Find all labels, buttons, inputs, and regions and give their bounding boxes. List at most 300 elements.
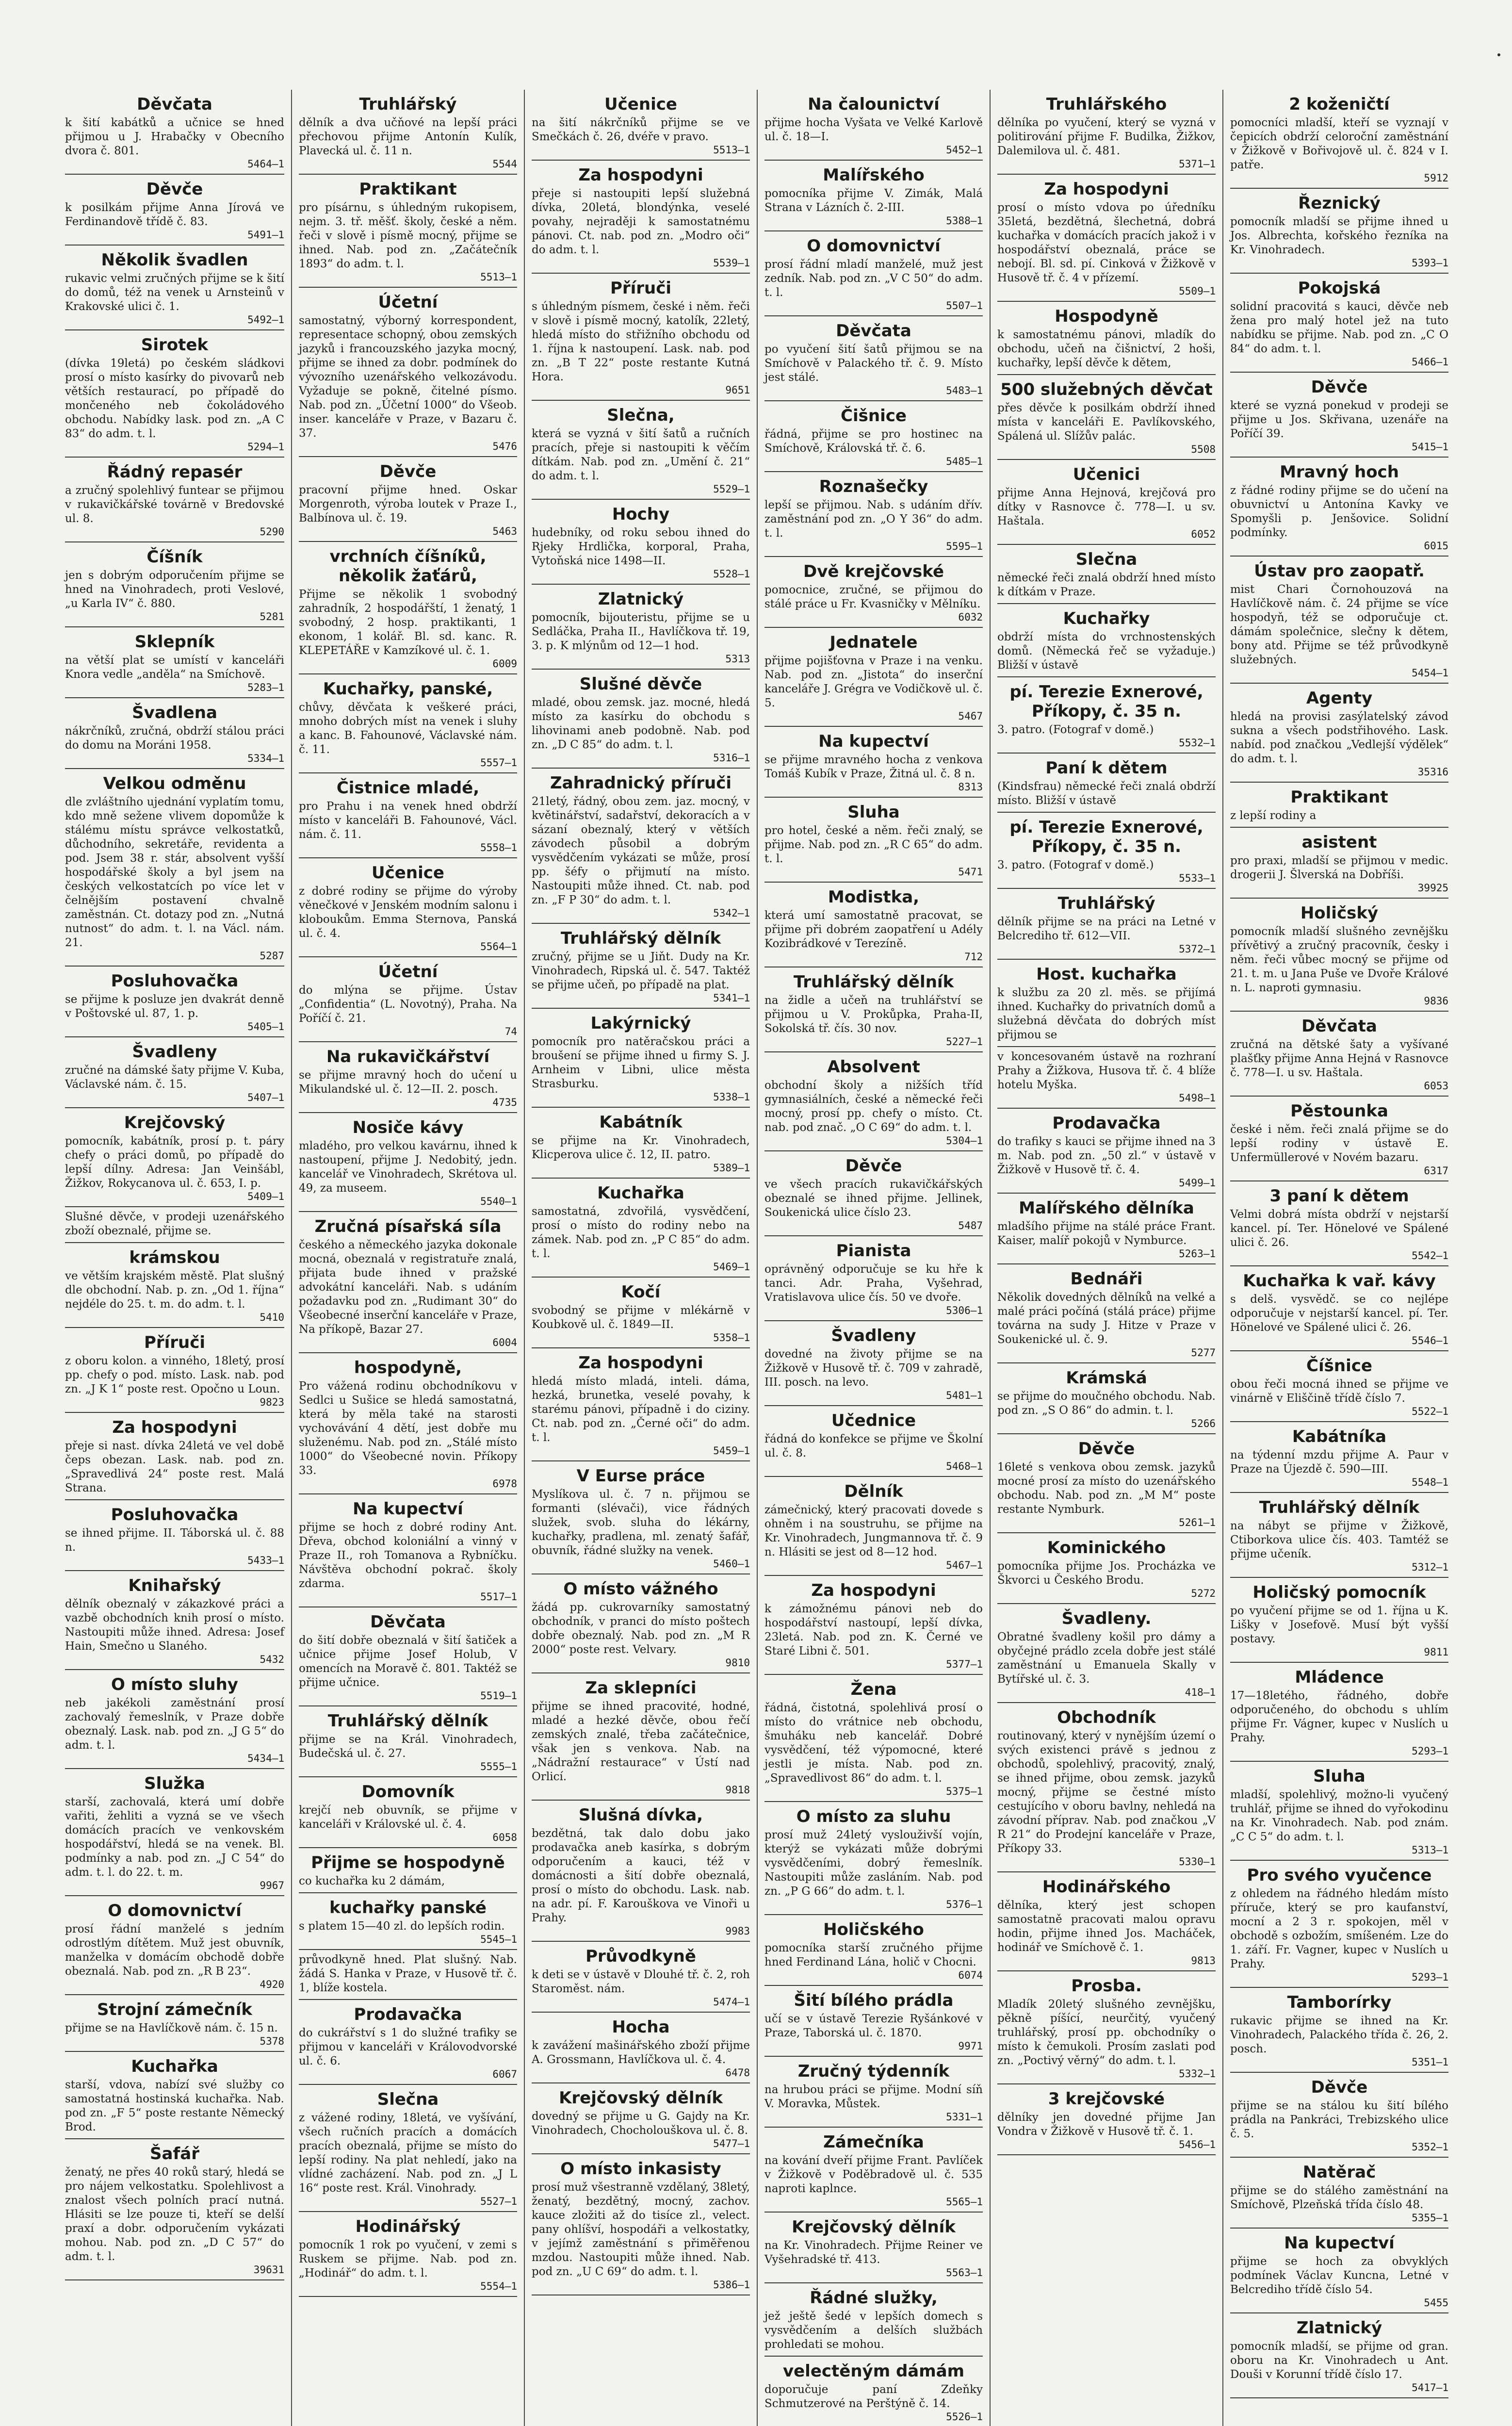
- classified-ad: [997, 1971, 1216, 2084]
- ad-code: 6317: [1424, 1165, 1448, 1177]
- ad-heading: Řádné služky,: [810, 2288, 938, 2308]
- ad-code: 5912: [1424, 172, 1448, 184]
- classified-ad: [532, 90, 750, 161]
- ad-code: 5293—1: [1412, 1745, 1448, 1757]
- classified-ad: [764, 2357, 983, 2426]
- ad-body: z lepší rodiny a: [1230, 809, 1317, 822]
- ad-column: [757, 90, 990, 2426]
- ad-code: 5476: [492, 441, 517, 452]
- ad-code: 35316: [1417, 766, 1448, 778]
- classified-ad: [764, 1236, 983, 1321]
- ad-heading: Obchodník: [1057, 1708, 1156, 1727]
- ad-heading: Dvě krejčovské: [803, 562, 944, 581]
- ad-heading: Za hospodyni: [811, 1581, 936, 1600]
- classified-ad: [764, 161, 983, 231]
- ad-code: 5294—1: [247, 441, 284, 453]
- ad-heading: Roznašečky: [819, 477, 928, 496]
- classified-ad: [299, 957, 517, 1042]
- ad-heading: Kuchařky, panské,: [323, 679, 493, 699]
- classified-ad: [65, 1413, 284, 1500]
- ad-column: [291, 90, 524, 2426]
- ad-code: 5481—1: [946, 1390, 983, 1401]
- ad-code: 5330—1: [1179, 1856, 1216, 1868]
- ad-heading: Učenice: [604, 95, 677, 114]
- ad-code: 5513—1: [480, 271, 517, 283]
- ad-body: starší, vdova, nabízí své služby co samostatná hostinská kuchařka. Nab. pod zn. „F 5“ poste restante Německý Brod.: [65, 2079, 284, 2133]
- ad-code: 5393—1: [1412, 257, 1448, 269]
- ad-code: 5341—1: [713, 992, 750, 1004]
- ad-heading: Kuchařka k vař. kávy: [1243, 1271, 1436, 1291]
- ad-code: 4920: [260, 1979, 284, 1990]
- ad-body: na týdenní mzdu přijme A. Paur v Praze na Újezdě č. 590—III.: [1230, 1449, 1448, 1475]
- ad-heading: O domovnictví: [807, 236, 941, 256]
- classified-ad: [1230, 373, 1448, 458]
- ad-body: Velmi dobrá místa obdrží v nejstarší kancel. pí. Ter. Hönelové ve Spálené ulici č. 26.: [1230, 1208, 1448, 1249]
- ad-body: k deti se v ústavě v Dlouhé tř. č. 2, roh Staroměst. nám.: [532, 1968, 750, 1995]
- ad-code: 5513—1: [713, 144, 750, 156]
- ad-code: 5377—1: [946, 1658, 983, 1670]
- ad-code: 9836: [1424, 995, 1448, 1007]
- ad-heading: Služka: [144, 1774, 205, 1793]
- classified-ad: [997, 1109, 1216, 1194]
- ad-code: 5508: [1191, 443, 1216, 455]
- ad-body: pomocník, bijouteristu, přijme se u Sedláčka, Praha II., Havlíčkova tř. 19, 3. p. K mlýnům od 12—1 hod.: [532, 611, 750, 652]
- ad-code: 5529—1: [713, 483, 750, 495]
- ad-body: do mlýna se přijme. Ústav „Confidentia“ (L. Novotný), Praha. Na Poříčí č. 21.: [299, 984, 517, 1025]
- classified-ad: [997, 1434, 1216, 1533]
- ad-heading: Děvče: [146, 180, 203, 199]
- ad-body: jež ještě šedé v lepších domech s vysvědčením a delších službách prohledati se mohou.: [764, 2310, 983, 2351]
- ad-code: 5227—1: [946, 1036, 983, 1048]
- classified-ad: [65, 967, 284, 1037]
- ad-body: s delš. vysvědč. se co nejlépe odporučuje v nejstarší kancel. pí. Ter. Hönelové ve Spálené ulici č. 26.: [1230, 1293, 1448, 1334]
- ad-code: 5405—1: [247, 1021, 284, 1033]
- ad-body: chůvy, děvčata k veškeré práci, mnoho dobrých míst na venek i sluhy a kanc. B. Fahounové, Václavské nám. č. 11.: [299, 701, 517, 756]
- ad-code: 5454—1: [1412, 667, 1448, 679]
- ad-code: 5477—1: [713, 2138, 750, 2149]
- ad-body: se přijme do moučného obchodu. Nab. pod zn. „S O 86“ do admin. t. l.: [997, 1390, 1216, 1417]
- ad-code: 9823: [260, 1396, 284, 1408]
- ad-code: 5389—1: [713, 1162, 750, 1174]
- classified-ad: [997, 545, 1216, 604]
- ad-heading: 3 paní k dětem: [1269, 1186, 1409, 1206]
- classified-ad: [997, 677, 1216, 754]
- ad-heading: Bednáři: [1070, 1269, 1143, 1289]
- ad-heading: Krejčovský dělník: [559, 2088, 723, 2108]
- ad-body: přijme se na stálou ku šití bílého prádla na Pankráci, Trebizského ulice č. 5.: [1230, 2099, 1448, 2140]
- ad-heading: Pokojská: [1298, 279, 1381, 298]
- ad-body: mist Chari Čornohouzová na Havlíčkově nám. č. 24 přijme se více hospodyň, též se odporučuje ct. dámám společnice, slečny k dětem, bony atd. Přijme se též průvodkyně služebných.: [1230, 583, 1448, 666]
- ad-body: prosí řádní mladí manželé, muž jest zedník. Nab. pod zn. „V C 50“ do adm. t. l.: [764, 258, 983, 299]
- classified-ad: [65, 1995, 284, 2052]
- ad-code: 5548—1: [1412, 1476, 1448, 1488]
- classified-ad: [532, 2083, 750, 2154]
- classified-ad: [532, 1108, 750, 1179]
- ad-body: zámečnický, který pracovati dovede s ohněm i na soustruhu, se přijme na Kr. Vinohradech, Jungmannova tř. č. 9 n. Hlásiti se jest od 8—12 hod.: [764, 1504, 983, 1558]
- ad-body: a zručný spolehlivý funtear se přijmou v rukavičkářské továrně v Bredovské ul. 8.: [65, 484, 284, 525]
- ad-body: pomocníka přijme Jos. Procházka ve Škvorci u Českého Brodu.: [997, 1560, 1216, 1587]
- classified-ad: [1230, 1762, 1448, 1861]
- ad-heading: Děvče: [1311, 377, 1368, 397]
- ad-heading: Hodinářského: [1042, 1877, 1171, 1897]
- classified-ad: [299, 1893, 517, 1950]
- ad-code: 5565—1: [946, 2196, 983, 2208]
- ad-heading: Host. kuchařka: [1036, 965, 1177, 984]
- ad-code: 6015: [1424, 540, 1448, 552]
- ad-heading: Jednatele: [829, 633, 918, 652]
- ad-heading: Zlatnický: [598, 590, 684, 609]
- ad-code: 5272: [1191, 1588, 1216, 1599]
- ad-heading: Malířského: [823, 165, 925, 185]
- ad-heading: Agenty: [1306, 688, 1373, 708]
- ad-body: přijme se hoch za obvyklých podmínek Václav Kuncna, Letné v Belcrediho třídě číslo 54.: [1230, 2255, 1448, 2296]
- ad-code: 6052: [1191, 528, 1216, 540]
- ad-heading: Učenici: [1073, 465, 1140, 484]
- ad-body: přeje si nast. dívka 24letá ve vel době čeps obezan. Lask. nab. pod zn. „Spravedlivá 24“ poste rest. Malá Strana.: [65, 1440, 284, 1494]
- ad-code: 5467: [958, 710, 983, 722]
- ad-body: do trafiky s kauci se přijme ihned na 3 m. Nab. pod zn. „50 zl.“ v ústavě v Žižkově v Husově tř. č. 4.: [997, 1135, 1216, 1176]
- classified-ad: [1230, 557, 1448, 684]
- ad-heading: Účetní: [378, 293, 438, 312]
- classified-ad: [532, 161, 750, 274]
- ad-code: 5526—1: [946, 2411, 983, 2423]
- classified-ad: [65, 90, 284, 175]
- classified-ad: [299, 2000, 517, 2085]
- ad-code: 5281: [260, 611, 284, 623]
- classified-ad: [764, 1675, 983, 1802]
- ad-body: rukavic přijme se ihned na Kr. Vinohradech, Palackého třída č. 26, 2. posch.: [1230, 2015, 1448, 2055]
- ad-column: [1222, 90, 1455, 2426]
- ad-heading: Slečna,: [607, 406, 675, 425]
- ad-heading: kuchařky panské: [329, 1898, 487, 1918]
- ad-code: 5312—1: [1412, 1561, 1448, 1573]
- ad-code: 5407—1: [247, 1092, 284, 1103]
- classified-ad: [997, 1872, 1216, 1971]
- classified-ad: [997, 460, 1216, 545]
- ad-heading: Zručná písařská síla: [314, 1217, 502, 1236]
- ad-heading: Za hospodyni: [578, 1353, 703, 1373]
- ad-heading: Na kupectví: [818, 732, 929, 751]
- ad-code: 5287: [260, 950, 284, 962]
- ad-heading: Prodavačka: [1052, 1114, 1161, 1133]
- classified-ad: [65, 1108, 284, 1207]
- ad-body: krejčí neb obuvník, se přijme v kanceláři v Královské ul. č. 4.: [299, 1804, 517, 1831]
- ad-code: 5491—1: [247, 229, 284, 241]
- ad-heading: Pianista: [836, 1241, 911, 1261]
- ad-body: průvodkyně hned. Plat slušný. Nab. žádá S. Hanka v Praze, v Husově tř. č. 1, blíže kostela.: [299, 1953, 517, 1994]
- classified-ad: [299, 773, 517, 858]
- ad-code: 5469—1: [713, 1261, 750, 1273]
- ad-heading: Krejčovský: [124, 1113, 226, 1132]
- classified-ad: [764, 1477, 983, 1576]
- ad-body: po vyučení přijme se od 1. října u K. Lišky v Josefově. Musí být vyšší postavy.: [1230, 1605, 1448, 1645]
- ad-code: 9810: [725, 1657, 750, 1669]
- ad-heading: Tamborírky: [1287, 1993, 1392, 2012]
- ad-heading: Zámečníka: [823, 2132, 924, 2152]
- ad-heading: krámskou: [129, 1248, 220, 1267]
- ad-heading: Posluhovačka: [111, 1505, 239, 1524]
- ad-code: 5498—1: [1179, 1092, 1216, 1104]
- ad-body: Několik dovedných dělníků na velké a malé práci počíná (stálá práce) přijme továrna na sudy J. Hitze v Praze v Soukenické ul. č. 9.: [997, 1291, 1216, 1346]
- classified-ad: [65, 1037, 284, 1108]
- ad-body: prosí muž 24letý vyslouživší vojín, kterýž se vykázati může dobrými vysvědčeními, dobrý řemeslník. Nastoupiti může zasláním. Nab. pod zn. „P G 66“ do adm. t. l.: [764, 1829, 983, 1898]
- ad-body: po vyučení šití šatů přijmou se na Smíchově v Palackého tř. č. 9. Místo jest stálé.: [764, 343, 983, 384]
- ad-body: z dobré rodiny se přijme do výroby věnečkové v Jenském modním salonu i kloboukům. Emma Sternova, Panská ul. č. 4.: [299, 885, 517, 940]
- ad-code: 6032: [958, 611, 983, 623]
- ad-heading: Přijme se hospodyně: [311, 1853, 505, 1872]
- classified-ad: [764, 2213, 983, 2283]
- ad-code: 5542—1: [1412, 1250, 1448, 1262]
- ad-body: bezdětná, tak dalo dobu jako prodavačka aneb kasírka, s dobrým odporučením a kauci, též v domácnosti a šití dobře obeznalá, prosí o místo do obchodu. Lask. nab. na adr. pí. F. Karouškova ve Vinoři u Prahy.: [532, 1827, 750, 1924]
- classified-ad: [299, 1113, 517, 1212]
- classified-ad: [997, 1264, 1216, 1363]
- ad-body: mladého, pro velkou kavárnu, ihned k nastoupení, přijme J. Nedobitý, jedn. kancelář ve Vinohradech, Skrétova ul. 49, za museem.: [299, 1140, 517, 1195]
- classified-ad: [764, 2128, 983, 2213]
- ad-heading: Velkou odměnu: [103, 774, 246, 793]
- ad-body: mladšího přijme na stálé práce Frant. Kaiser, malíř pokojů v Nymburce.: [997, 1220, 1216, 1247]
- ad-body: ženatý, ne přes 40 roků starý, hledá se pro nájem velkostatku. Spolehlivost a znalost všech polních prací nutná. Hlásiti se lze pouze ti, kteří se delší praxí a dobr. odporučením vykázati mohou. Nab. pod zn. „D C 57“ do adm. t. l.: [65, 2166, 284, 2263]
- ad-body: pomocník mladší se přijme ihned u Jos. Albrechta, kořského řezníka na Kr. Vinohradech.: [1230, 215, 1448, 256]
- ad-heading: V Eurse práce: [576, 1466, 705, 1486]
- ad-body: přeje si nastoupiti lepší služebná dívka, 20letá, blondýnka, veselé povahy, nejraději k samostatnému pánovi. Ct. nab. pod zn. „Modro oči“ do adm. t. l.: [532, 187, 750, 256]
- classified-ad: [532, 1574, 750, 1673]
- ad-code: 5546—1: [1412, 1335, 1448, 1346]
- ad-body: pomocník mladší slušného zevnějšku přívětivý a zručný pracovník, česky i něm. řeči vůbec mocný se přijme od 21. t. m. u Jana Puše ve Dvoře Králové n. L. naproti gymnasiu.: [1230, 925, 1448, 994]
- ad-code: 5432: [260, 1654, 284, 1665]
- ad-body: dělníka, který jest schopen samostatně pracovati malou opravu hodin, přijme ihned Jos. Macháček, hodinář ve Smíchově č. 1.: [997, 1899, 1216, 1954]
- classified-ad: [65, 2052, 284, 2139]
- classified-ad: [764, 727, 983, 798]
- classified-ad: [532, 1461, 750, 1574]
- ad-code: 39925: [1417, 882, 1448, 894]
- classified-ad: [299, 1042, 517, 1113]
- ad-code: 5293—1: [1412, 1971, 1448, 1983]
- ad-body: mladší, spolehlivý, možno-li vyučený truhlář, přijme se ihned do vyřokodinu na Kr. Vinohradech. Nab. pod znám. „C C 5“ do adm. t. l.: [1230, 1788, 1448, 1843]
- ad-code: 9811: [1424, 1646, 1448, 1658]
- classified-ad: [532, 769, 750, 924]
- classified-ad: [532, 670, 750, 769]
- ad-code: 712: [964, 951, 983, 963]
- ad-code: 4735: [492, 1097, 517, 1108]
- ad-body: německé řeči znalá obdrží hned místo k dítkám v Praze.: [997, 572, 1216, 598]
- ad-body: dělník a dva učňové na lepší práci přechovou přijme Antonín Kulík, Plavecká ul. č. 11 n.: [299, 116, 517, 157]
- ad-body: na větší plat se umístí v kanceláři Knora vedle „anděla“ na Smíchově.: [65, 654, 284, 681]
- ad-code: 5467—1: [946, 1559, 983, 1571]
- ad-body: hudebníky, od roku sebou ihned do Rjeky Hrdlička, korporal, Praha, Vytoňská nice 1498—II.: [532, 526, 750, 567]
- ad-body: k šití kabátků a učnice se hned přijmou u J. Hrabačky v Obecního dvora č. 801.: [65, 116, 284, 157]
- classified-ad: [1230, 90, 1448, 189]
- ad-body: přijme se ihned pracovité, hodné, mladé a hezké děvče, obou řečí zemských znalé, třeba začátečnice, však jen s venkova. Nab. na „Nádražní restaurace“ v Ústí nad Orlicí.: [532, 1700, 750, 1783]
- ad-heading: Modistka,: [828, 887, 920, 907]
- ad-heading: Čistnice mladé,: [336, 778, 480, 798]
- ad-body: přijme se do stálého zaměstnání na Smíchově, Plzeňská třída číslo 48.: [1230, 2184, 1448, 2211]
- ad-body: Přijme se několik 1 svobodný zahradník, 2 hospodářští, 1 ženatý, 1 svobodný, 2 hosp. praktikanti, 1 ekonom, 1 kolář. Bl. sd. kanc. R. KLEPETÁŘE v Kamzíkové ul. č. 1.: [299, 588, 517, 657]
- ad-body: dovedný se přijme u G. Gajdy na Kr. Vinohradech, Chocholouškova ul. č. 8.: [532, 2110, 750, 2137]
- ad-code: 5263—1: [1179, 1248, 1216, 1260]
- classified-ad: [65, 458, 284, 542]
- ad-heading: Na rukavičkářství: [326, 1047, 490, 1066]
- ad-heading: Děvčata: [137, 95, 212, 114]
- ad-code: 5483—1: [946, 385, 983, 396]
- classified-ad: [299, 1607, 517, 1706]
- ad-body: co kuchařka ku 2 dámám,: [299, 1875, 445, 1887]
- ad-code: 5433—1: [247, 1555, 284, 1566]
- classified-ad: [532, 1942, 750, 2013]
- ad-heading: Několik švadlen: [101, 250, 248, 270]
- classified-ad: [299, 175, 517, 288]
- ad-code: 5460—1: [713, 1558, 750, 1570]
- ad-code: 5528—1: [713, 568, 750, 580]
- classified-ad: [65, 627, 284, 698]
- classified-ad: [997, 604, 1216, 677]
- ad-heading: Pro svého vyučence: [1247, 1866, 1432, 1885]
- classified-ad: [65, 542, 284, 627]
- ad-code: 5334—1: [247, 753, 284, 764]
- ad-body: pro hotel, české a něm. řeči znalý, se přijme. Nab. pod zn. „R C 65“ do adm. t. l.: [764, 824, 983, 865]
- ad-code: 5331—1: [946, 2111, 983, 2123]
- ad-body: na nábyt se přijme v Žižkově, Ctiborkova ulice čís. 403. Tamtéž se přijme učeník.: [1230, 1520, 1448, 1560]
- ad-heading: Posluhovačka: [111, 971, 239, 991]
- ad-code: 5316—1: [713, 752, 750, 764]
- ad-code: 5352—1: [1412, 2141, 1448, 2153]
- ad-heading: Kuchařka: [131, 2057, 218, 2076]
- ad-heading: Sluha: [847, 803, 900, 822]
- ad-body: 21letý, řádný, obou zem. jaz. mocný, v květinářství, sadařství, dekoracích a v sázaní obeznalý, který v větších závodech působil a dobrým vysvědčením vykázati se může, prosí pp. šéfy o přijmutí na místo. Nastoupiti může ihned. Ct. nab. pod zn. „F P 30“ do adm. t. l.: [532, 795, 750, 906]
- ad-body: z ohledem na řádného hledám místo příruče, který se pro kaufanství, mocní a 2 3 r. spokojen, měl v obchodě s ozbožím, smíšeném. Lze do 1. září. Fr. Vagner, kupec v Nuslích u Prahy.: [1230, 1887, 1448, 1970]
- ad-heading: Truhlářský dělník: [327, 1711, 488, 1731]
- classified-ad: [997, 889, 1216, 960]
- ad-code: 5358—1: [713, 1332, 750, 1344]
- classified-ad: [764, 798, 983, 883]
- ad-body: prosí muž všestranně vzdělaný, 38letý, ženatý, bezdětný, mocný, zachov. kauce zložiti až do tisíce zl., velect. pany ohlíšví, hospodáři a velkostatky, v jejímž zaměstnání s přiměřenou mzdou. Nastoupiti může ihned. Nab. pod zn. „U C 69“ do adm. t. l.: [532, 2181, 750, 2278]
- ad-body: na hrubou práci se přijme. Modní síň V. Moravka, Můstek.: [764, 2083, 983, 2110]
- ad-column: [524, 90, 757, 2426]
- ad-body: do cukrářství s 1 do služné trafiky se přijmou v kanceláři v Královodvorské ul. č. 6.: [299, 2027, 517, 2067]
- ad-heading: Lakýrnický: [590, 1014, 691, 1033]
- classified-ad: [1230, 2158, 1448, 2229]
- ad-code: 5557—1: [480, 757, 517, 769]
- ad-heading: 3 krejčovské: [1048, 2089, 1165, 2109]
- classified-ad: [532, 1179, 750, 1278]
- ad-body: přijme pojišťovna v Praze i na venku. Nab. pod zn. „Jistota“ do inserční kanceláře J. Grégra ve Vodičkově ul. č. 5.: [764, 655, 983, 709]
- ad-body: učí se v ústavě Terezie Ryšánkové v Praze, Taborská ul. č. 1870.: [764, 2013, 983, 2039]
- ad-body: hledá na provisi zasýlatelský závod sukna a všech podstřihového. Lask. nabíd. pod značkou „Vedlejší výdělek“ do adm. t. l.: [1230, 710, 1448, 765]
- ad-body: přijme hocha Vyšata ve Velké Karlově ul. č. 18—I.: [764, 116, 983, 143]
- classified-ad: [1230, 2073, 1448, 2158]
- ad-body: na kování dveří přijme Frant. Pavlíček v Žižkově v Poděbradově ul. č. 535 naproti kaplnce.: [764, 2154, 983, 2195]
- classified-ad: [1230, 1861, 1448, 1988]
- ad-code: 5415—1: [1412, 441, 1448, 453]
- ad-code: 5452—1: [946, 144, 983, 156]
- ad-body: z oboru kolon. a vinného, 18letý, prosí pp. chefy o pod. místo. Lask. nab. pod zn. „J K 1“ poste rest. Opočno u Loun.: [65, 1355, 284, 1395]
- ad-heading: 500 služebných děvčat: [1000, 380, 1213, 399]
- ad-body: Pro vážená rodinu obchodníkovu v Sedlci u Sušice se hledá samostatná, která by měla také na starosti vychovávání 4 dětí, jest dobře mu služenému. Nab. pod zn. „Stálé místo 1000“ do Všeobecné novin. Příkopy 33.: [299, 1380, 517, 1477]
- classified-ad: [764, 967, 983, 1052]
- ad-code: 5351—1: [1412, 2056, 1448, 2068]
- classified-ad: [532, 585, 750, 670]
- ad-body: přijme Anna Hejnová, krejčová pro dítky v Rasnovce č. 778—I. u sv. Haštala.: [997, 487, 1216, 527]
- ad-heading: Na kupectví: [1284, 2233, 1395, 2253]
- ad-heading: Dělník: [844, 1482, 903, 1501]
- ad-heading: Kabátník: [599, 1113, 683, 1132]
- ad-heading: vrchních číšníků, několik žaťárů,: [329, 547, 487, 586]
- ad-code: 5313—1: [1412, 1844, 1448, 1856]
- ad-body: v koncesovaném ústavě na rozhraní Prahy a Žižkova, Husova tř. č. 4 blíže hotelu Myška.: [997, 1050, 1216, 1091]
- ad-heading: Příruči: [610, 279, 672, 298]
- ad-body: které se vyzná ponekud v prodeji se přijme u Jos. Skřivana, uzenáře na Poříčí 39.: [1230, 399, 1448, 440]
- classified-ad: [997, 175, 1216, 302]
- classified-ad: [532, 1801, 750, 1942]
- classified-ad: [65, 1571, 284, 1670]
- ad-heading: Nosiče kávy: [352, 1118, 464, 1137]
- ad-body: pomocník 1 rok po vyučení, v zemi s Ruskem se přijme. Nab. pod zn. „Hodinář“ do adm. t. l.: [299, 2239, 517, 2279]
- classified-ad: [997, 1703, 1216, 1872]
- classified-ad: [299, 90, 517, 175]
- ad-body: přes děvče k posilkám obdrží ihned místa v kanceláři E. Pavlíkovského, Spálená ul. Slížův palác.: [997, 402, 1216, 443]
- ad-code: 5463: [492, 525, 517, 537]
- ad-body: Obratné švadleny košil pro dámy a obyčejné prádlo zcela dobře jest stálé zaměstnání u Emanuela Skally v Bytířské ul. č. 3.: [997, 1631, 1216, 1686]
- ad-heading: Učenice: [372, 863, 444, 883]
- ad-body: nákrčníků, zručná, obdrží stálou práci do domu na Moráni 1958.: [65, 725, 284, 752]
- ad-body: 17—18letého, řádného, dobře odporučeného, do obchodu s uhlím přijme Fr. Vágner, kupec v Nuslích u Prahy.: [1230, 1689, 1448, 1744]
- ad-code: 5545—1: [480, 1934, 517, 1945]
- ad-body: přijme se na Král. Vinohradech, Budečská ul. č. 27.: [299, 1733, 517, 1760]
- ad-heading: Švadlena: [132, 703, 217, 722]
- classified-ad: [299, 858, 517, 957]
- ad-code: 5471: [958, 866, 983, 878]
- ad-heading: Natěrač: [1302, 2163, 1376, 2182]
- ad-code: 5487: [958, 1220, 983, 1231]
- ad-code: 5474—1: [713, 1996, 750, 2008]
- ad-code: 5555—1: [480, 1761, 517, 1772]
- ad-heading: Hocha: [612, 2017, 670, 2037]
- ad-heading: hospodyně,: [354, 1358, 462, 1377]
- ad-code: 6004: [492, 1337, 517, 1348]
- ad-code: 9818: [725, 1784, 750, 1796]
- ad-heading: Hospodyně: [1055, 307, 1158, 326]
- classified-ad: [1230, 274, 1448, 373]
- ad-heading: Čišnice: [841, 406, 907, 426]
- ad-body: která umí samostatně pracovat, se přijme při dobrém zaopatření u Adély Kozibrádkové v Terezíně.: [764, 909, 983, 950]
- ad-body: neb jakékoli zaměstnání prosí zachovalý řemeslník, v Praze dobře obeznalý. Lask. nab. pod zn. „J G 5“ do adm. t. l.: [65, 1697, 284, 1752]
- ad-heading: Šití bílého prádla: [794, 1991, 954, 2010]
- ad-code: 5563—1: [946, 2267, 983, 2278]
- ad-heading: Průvodkyně: [585, 1947, 696, 1966]
- classified-ad: [299, 1706, 517, 1777]
- ad-code: 5417—1: [1412, 2382, 1448, 2393]
- ad-body: se přijme na Kr. Vinohradech, Klicperova ulice č. 12, II. patro.: [532, 1134, 750, 1161]
- ad-code: 5544: [492, 158, 517, 170]
- ad-body: routinovaný, který v nynějším území o svých existenci právě s jednou z obchodů, spolehlivý, pracovitý, znalý, se ihned přijme, obou zemsk. jazyků mocný, přijme se čestné místo cestujícího v oboru bavlny, nehledá na závodní příprav. Nab. pod značkou „V R 21“ do Prodejní kanceláře v Praze, Příkopy 33.: [997, 1730, 1216, 1855]
- ad-body: Slušné děvče, v prodeji uzenářského zboží obeznalé, přijme se.: [65, 1211, 284, 1237]
- ad-heading: Kabátníka: [1292, 1427, 1387, 1446]
- ad-heading: asistent: [1301, 833, 1377, 852]
- ad-body: českého a německého jazyka dokonale mocná, obeznalá v registratuře znalá, přijata bude ihned v pražské advokátní kanceláři. Nab. s udáním požadavku pod zn. „Rudimant 30“ do Všeobecné inserční kanceláře v Praze, Na příkopě, Bazar 27.: [299, 1239, 517, 1336]
- ad-heading: O místo vážného: [563, 1579, 718, 1599]
- ad-body: svobodný se přijme v mlékárně v Koubkově ul. č. 1849—II.: [532, 1304, 750, 1331]
- ad-heading: O místo sluhy: [111, 1675, 238, 1694]
- ad-body: z vážené rodiny, 18letá, ve vyšívání, všech ručních pracích a domácích pracích obeznalá, přijme se místo do lepší rodiny. Na plat nehledí, jako na vlídné zacházení. Nab. pod zn. „J L 16“ poste rest. Král. Vinohrady.: [299, 2112, 517, 2195]
- ad-code: 5376—1: [946, 1899, 983, 1910]
- ad-heading: Na čalounictví: [808, 95, 940, 114]
- ad-code: 5306—1: [946, 1305, 983, 1316]
- ad-code: 9651: [725, 384, 750, 396]
- classified-ad: [65, 1207, 284, 1243]
- ad-heading: O místo inkasisty: [560, 2159, 721, 2179]
- classified-ad: [65, 1769, 284, 1896]
- ad-heading: Děvče: [845, 1156, 902, 1176]
- ad-code: 6978: [492, 1478, 517, 1490]
